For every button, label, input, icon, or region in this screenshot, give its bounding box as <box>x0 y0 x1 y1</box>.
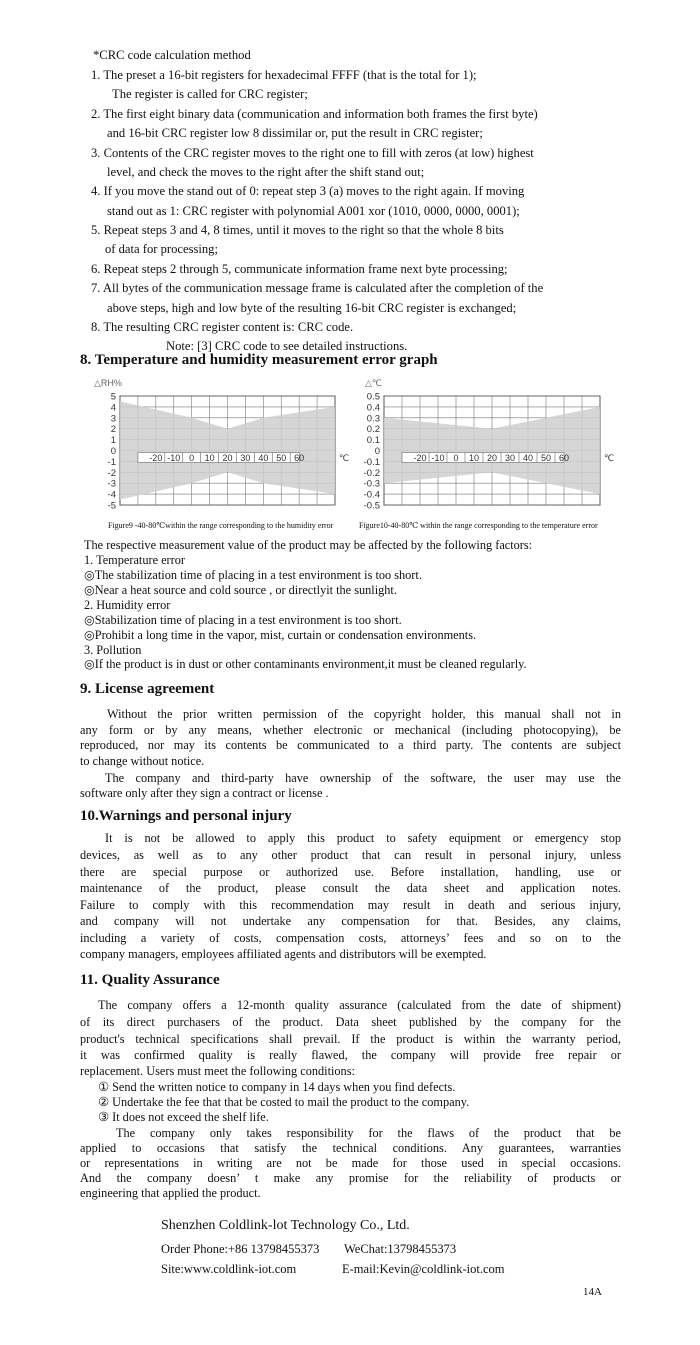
warning-line: company managers, employees affiliated agents and distributors will be exempted. <box>80 947 487 961</box>
figure10-caption: Figure10-40-80℃ within the range corresponding to the temperature error <box>359 521 598 530</box>
email-address[interactable]: E-mail:Kevin@coldlink-iot.com <box>342 1262 505 1276</box>
x-tick-label: 60 <box>558 453 570 463</box>
quality-condition: ③ It does not exceed the shelf life. <box>98 1110 269 1124</box>
y-tick-label: 0 <box>374 446 380 457</box>
y-tick-label: 3 <box>110 413 116 425</box>
crc-step: 4. If you move the stand out of 0: repeat step 3 (a) moves to the right again. If moving <box>91 184 525 198</box>
x-tick-label: 0 <box>453 453 459 463</box>
factor-line: ◎Near a heat source and cold source , or directlyit the sunlight. <box>84 583 397 597</box>
quality-line: product's technical specifications shall prevail. If the product is within the warranty period, <box>80 1032 621 1046</box>
y-tick-label: -0.2 <box>363 467 380 479</box>
y-tick-label: 5 <box>110 391 116 403</box>
y-tick-label: -1 <box>107 456 116 468</box>
license-line: to change without notice. <box>80 754 205 768</box>
y-tick-label: 0.5 <box>366 391 380 403</box>
factor-line: 3. Pollution <box>84 643 142 657</box>
y-tick-label: 2 <box>110 424 116 436</box>
x-tick-label: 20 <box>486 453 498 463</box>
x-tick-label: -20 <box>413 453 427 463</box>
humidity-error-svg <box>80 374 360 519</box>
temperature-error-chart <box>355 374 620 519</box>
figure9-caption: Figure9 -40-80℃within the range corresponding to the humidity error <box>108 521 334 530</box>
quality-line: it was confirmed quality is really flawed, the company will provide free repair or <box>80 1048 621 1062</box>
factor-line: ◎If the product is in dust or other contaminants environment,it must be cleaned regularly. <box>84 657 527 671</box>
y-tick-label: -5 <box>107 500 116 512</box>
y-tick-label: 0.4 <box>366 402 380 414</box>
section-10-heading: 10.Warnings and personal injury <box>80 808 292 824</box>
section-9-heading: 9. License agreement <box>80 681 215 697</box>
y-tick-label: 0.1 <box>366 435 380 447</box>
factor-line: 2. Humidity error <box>84 598 171 612</box>
license-line: any form or by any means, whether electronic or mechanical (including photocopying), be <box>80 723 621 737</box>
quality-closing-line: engineering that applied the product. <box>80 1186 261 1200</box>
license-line: reproduced, nor may its contents be communicated to a third party. The contents are subject <box>80 738 621 752</box>
crc-title: *CRC code calculation method <box>93 48 251 62</box>
license-line: software only after they sign a contract or license . <box>80 786 329 800</box>
warning-line: devices, as well as to any other product that can result in personal injury, unless <box>80 848 621 862</box>
y-tick-label: -0.4 <box>363 489 380 501</box>
y-tick-label: -0.3 <box>363 478 380 490</box>
factor-line: ◎Stabilization time of placing in a test environment is too short. <box>84 613 402 627</box>
warning-line: Failure to comply with this recommendation may result in death and serious injury, <box>80 898 621 912</box>
quality-closing-line: The company only takes responsibility for the flaws of the product that be <box>116 1126 621 1140</box>
y-tick-label: 0 <box>110 446 116 457</box>
x-tick-label: 50 <box>276 453 287 463</box>
x-tick-label: -10 <box>167 453 181 463</box>
x-tick-label: 20 <box>222 453 233 463</box>
y-tick-label: -3 <box>107 478 116 490</box>
license-line: Without the prior written permission of the copyright holder, this manual shall not in <box>107 707 621 721</box>
crc-step: of data for processing; <box>105 242 218 256</box>
factors-intro: The respective measurement value of the product may be affected by the following factors: <box>84 538 533 552</box>
website[interactable]: Site:www.coldlink-iot.com <box>161 1262 297 1276</box>
crc-step: 1. The preset a 16-bit registers for hexadecimal FFFF (that is the total for 1); <box>91 68 477 82</box>
x-unit-label: ℃ <box>604 453 615 463</box>
order-phone: Order Phone:+86 13798455373 <box>161 1242 320 1256</box>
humidity-error-chart <box>80 374 360 519</box>
section-8-heading: 8. Temperature and humidity measurement error graph <box>80 352 438 368</box>
x-tick-label: -20 <box>149 453 163 463</box>
x-tick-label: 10 <box>468 453 480 463</box>
x-tick-label: -10 <box>431 453 445 463</box>
y-tick-label: -0.5 <box>363 500 380 512</box>
y-tick-label: 1 <box>110 435 116 447</box>
x-unit-label: ℃ <box>339 453 350 463</box>
warning-line: maintenance of the product, please consult the data sheet and application notes. <box>80 881 621 895</box>
wechat-id: WeChat:13798455373 <box>344 1242 457 1256</box>
warning-line: and company will not undertake any compensation for that. Besides, any claims, <box>80 914 621 928</box>
y-axis-title: △RH% <box>94 378 122 388</box>
crc-note: Note: [3] CRC code to see detailed instructions. <box>166 339 408 353</box>
crc-step: 7. All bytes of the communication message frame is calculated after the completion of the <box>91 281 544 295</box>
crc-step: 5. Repeat steps 3 and 4, 8 times, until it moves to the right so that the whole 8 bits <box>91 223 504 237</box>
quality-closing-line: or representations in writing are not be made for those used in special occasions. <box>80 1156 621 1170</box>
quality-line: The company offers a 12-month quality assurance (calculated from the date of shipment) <box>98 998 621 1012</box>
crc-step: level, and check the moves to the right after the shift stand out; <box>107 165 425 179</box>
quality-closing-line: applied to occasions that satisfy the technical conditions. Any guarantees, warranties <box>80 1141 621 1155</box>
temperature-error-svg <box>355 374 620 519</box>
quality-condition: ② Undertake the fee that that be costed to mail the product to the company. <box>98 1095 470 1109</box>
x-tick-label: 60 <box>294 453 305 463</box>
section-11-heading: 11. Quality Assurance <box>80 972 220 988</box>
factor-line: ◎Prohibit a long time in the vapor, mist, curtain or condensation environments. <box>84 628 477 642</box>
crc-step: The register is called for CRC register; <box>112 87 308 101</box>
warning-line: including a variety of costs, compensation costs, attorneys’ fees and so on to the <box>80 931 621 945</box>
warning-line: It is not be allowed to apply this product to safety equipment or emergency stop <box>105 831 621 845</box>
crc-step: 8. The resulting CRC register content is: CRC code. <box>91 320 354 334</box>
crc-step: 6. Repeat steps 2 through 5, communicate information frame next byte processing; <box>91 262 508 276</box>
y-tick-label: -4 <box>107 489 116 501</box>
x-tick-label: 0 <box>189 453 195 463</box>
factor-line: 1. Temperature error <box>84 553 185 567</box>
quality-condition: ① Send the written notice to company in 14 days when you find defects. <box>98 1080 456 1094</box>
quality-closing-line: And the company doesn’ t make any promise for the reliability of products or <box>80 1171 621 1185</box>
y-axis-title: △℃ <box>365 378 383 388</box>
x-tick-label: 10 <box>204 453 215 463</box>
factor-line: ◎The stabilization time of placing in a test environment is too short. <box>84 568 422 582</box>
crc-step: 3. Contents of the CRC register moves to the right one to fill with zeros (at low) highest <box>91 146 534 160</box>
x-tick-label: 40 <box>522 453 534 463</box>
y-tick-label: 4 <box>110 402 116 414</box>
crc-step: 2. The first eight binary data (communication and information both frames the first byte) <box>91 107 538 121</box>
x-tick-label: 40 <box>258 453 269 463</box>
y-tick-label: -2 <box>107 467 116 479</box>
page-number: 14A <box>583 1286 602 1298</box>
x-tick-label: 30 <box>504 453 516 463</box>
y-tick-label: 0.2 <box>366 424 380 436</box>
crc-step: above steps, high and low byte of the resulting 16-bit CRC register is exchanged; <box>107 301 517 315</box>
company-name: Shenzhen Coldlink-lot Technology Co., Ltd. <box>161 1218 410 1233</box>
y-tick-label: 0.3 <box>366 413 380 425</box>
quality-line: replacement. Users must meet the following conditions: <box>80 1064 355 1078</box>
crc-step: stand out as 1: CRC register with polynomial A001 xor (1010, 0000, 0000, 0001); <box>107 204 520 218</box>
license-line: The company and third-party have ownership of the software, the user may use the <box>105 771 621 785</box>
quality-line: of its direct purchasers of the product. Data sheet published by the company for the <box>80 1015 621 1029</box>
warning-line: there are special purpose or authorized use. Before installation, handling, use or <box>80 865 621 879</box>
x-tick-label: 50 <box>540 453 552 463</box>
y-tick-label: -0.1 <box>363 456 380 468</box>
x-tick-label: 30 <box>240 453 251 463</box>
crc-step: and 16-bit CRC register low 8 dissimilar or, put the result in CRC register; <box>107 126 483 140</box>
